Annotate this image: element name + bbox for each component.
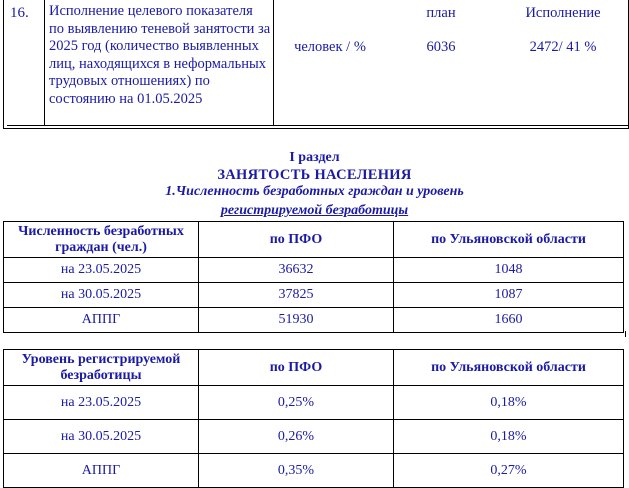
page-edge-mark [625, 331, 626, 337]
section-subtitle-line1: 1.Численность безработных граждан и уровень [165, 184, 464, 199]
table-row [4, 308, 624, 333]
row-label: АППГ [4, 308, 199, 333]
plan-value: 6036 [426, 39, 456, 55]
region-value: 1660 [394, 308, 624, 333]
table-header-row [4, 222, 624, 258]
table-row [4, 258, 624, 283]
fact-value: 2472/ 41 % [529, 39, 597, 55]
header-indicator: Уровень регистрируемой безработицы [4, 350, 199, 386]
row-label: на 30.05.2025 [4, 283, 199, 308]
pfo-value: 37825 [199, 283, 394, 308]
section-subtitle-line2: регистрируемой безработицы [220, 203, 409, 218]
pfo-value: 0,25% [199, 386, 394, 420]
pfo-value: 0,35% [199, 454, 394, 488]
region-value: 1048 [394, 258, 624, 283]
target-indicator-table [3, 0, 629, 129]
row-number: 16. [10, 5, 29, 21]
indicator-cell [45, 0, 274, 126]
row-number-cell [4, 0, 45, 126]
fact-label: Исполнение [525, 5, 601, 21]
table-row [4, 454, 624, 488]
pfo-value: 36632 [199, 258, 394, 283]
region-value: 0,18% [394, 386, 624, 420]
plan-cell [386, 0, 496, 126]
fact-cell [496, 0, 629, 126]
header-pfo: по ПФО [199, 222, 394, 258]
header-indicator: Численность безработных граждан (чел.) [4, 222, 199, 258]
region-value: 0,18% [394, 420, 624, 454]
section-label: I раздел [289, 150, 340, 165]
row-label: на 23.05.2025 [4, 386, 199, 420]
pfo-value: 0,26% [199, 420, 394, 454]
region-value: 0,27% [394, 454, 624, 488]
row-label: на 23.05.2025 [4, 258, 199, 283]
unit-cell [274, 0, 386, 126]
table-header-row [4, 350, 624, 386]
unemployed-count-table [3, 221, 624, 333]
row-label: АППГ [4, 454, 199, 488]
header-region: по Ульяновской области [394, 350, 624, 386]
header-region: по Ульяновской области [394, 222, 624, 258]
plan-label: план [426, 5, 456, 21]
table-row [4, 420, 624, 454]
row-label: на 30.05.2025 [4, 420, 199, 454]
table-double-bottom-line [7, 125, 628, 126]
pfo-value: 51930 [199, 308, 394, 333]
region-value: 1087 [394, 283, 624, 308]
header-pfo: по ПФО [199, 350, 394, 386]
unit-text: человек / % [294, 39, 366, 55]
table-row [4, 283, 624, 308]
section-title: ЗАНЯТОСТЬ НАСЕЛЕНИЯ [217, 167, 412, 183]
table-row [4, 386, 624, 420]
indicator-text: Исполнение целевого показателя по выявлению теневой занятости за 2025 год (количество выявленных лиц, находящихся в неформальных трудовых отношениях) по состоянию на 01.05.2025 [49, 3, 271, 107]
unemployment-rate-table [3, 349, 624, 488]
